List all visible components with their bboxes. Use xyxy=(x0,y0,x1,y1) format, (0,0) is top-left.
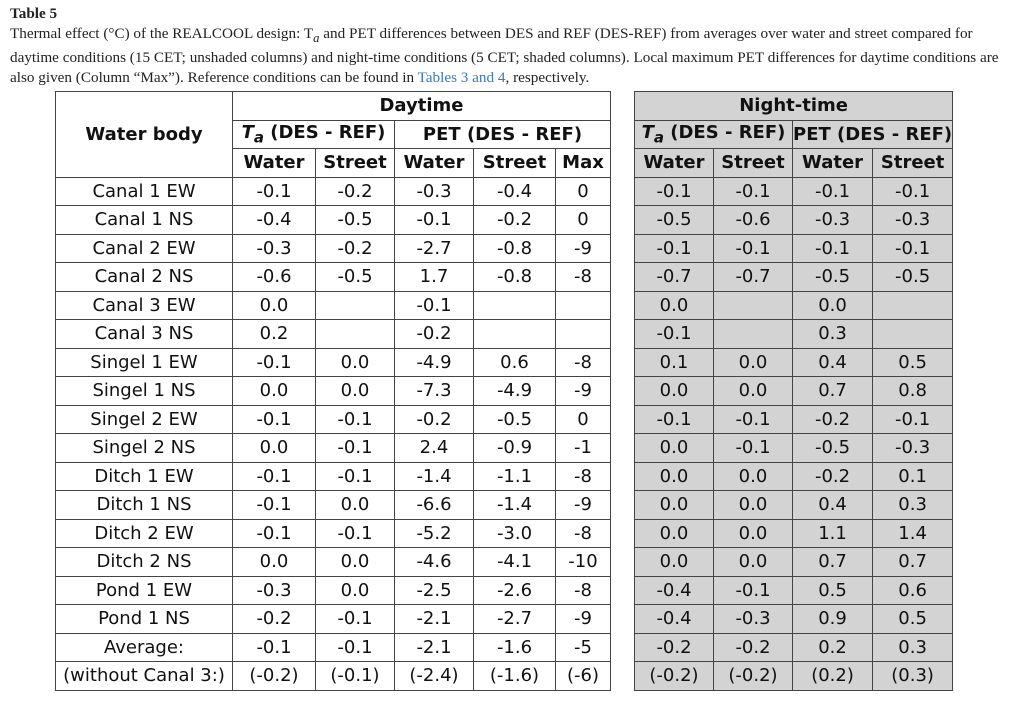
table-cell: -0.5 xyxy=(793,434,873,463)
table-cell: -0.1 xyxy=(316,405,395,434)
table-cell: 0.3 xyxy=(873,633,953,662)
table-cell: -2.7 xyxy=(474,605,556,634)
table-cell: -0.4 xyxy=(474,177,556,206)
table-cell: -0.1 xyxy=(233,348,316,377)
header-night-pet: PET (DES - REF) xyxy=(793,120,953,149)
table-cell: -0.5 xyxy=(873,263,953,292)
table-cell: -5.2 xyxy=(395,519,474,548)
table-cell: 0.4 xyxy=(793,348,873,377)
results-table-wrapper xyxy=(55,91,953,691)
table-cell: 0.4 xyxy=(793,491,873,520)
table-cell: 1.1 xyxy=(793,519,873,548)
table-cell: -1.6 xyxy=(474,633,556,662)
table-cell: 0.0 xyxy=(233,548,316,577)
column-gap xyxy=(611,662,635,691)
caption-text-end: , respectively. xyxy=(505,68,590,86)
table-cell: -0.7 xyxy=(635,263,714,292)
results-table xyxy=(55,91,953,691)
header-night-pet-water: Water xyxy=(793,149,873,178)
header-water-body: Water body xyxy=(56,92,233,178)
table-cell: -0.1 xyxy=(316,633,395,662)
table-cell: 0.3 xyxy=(793,320,873,349)
table-cell: -8 xyxy=(556,576,611,605)
table-cell: 0.6 xyxy=(873,576,953,605)
table-row xyxy=(56,263,953,292)
table-cell: -0.1 xyxy=(635,405,714,434)
row-label: Ditch 2 NS xyxy=(56,548,233,577)
row-label: Singel 2 NS xyxy=(56,434,233,463)
table-cell: 0.1 xyxy=(873,462,953,491)
header-day-pet: PET (DES - REF) xyxy=(395,120,611,149)
table-cell: -0.5 xyxy=(316,263,395,292)
table-cell: 0.0 xyxy=(635,491,714,520)
table-cell: 0.8 xyxy=(873,377,953,406)
table-row xyxy=(56,291,953,320)
table-cell: (-6) xyxy=(556,662,611,691)
table-cell: -0.2 xyxy=(316,177,395,206)
table-cell: 0 xyxy=(556,177,611,206)
average-label-no-canal3: (without Canal 3:) xyxy=(56,662,233,691)
table-average xyxy=(56,633,953,690)
row-label: Canal 1 NS xyxy=(56,206,233,235)
table-cell: -0.1 xyxy=(873,234,953,263)
row-label: Singel 1 NS xyxy=(56,377,233,406)
table-cell: -0.3 xyxy=(873,434,953,463)
header-nighttime: Night-time xyxy=(635,92,953,121)
table-cell: -0.3 xyxy=(233,234,316,263)
table-cell: 0.0 xyxy=(233,434,316,463)
row-label: Pond 1 EW xyxy=(56,576,233,605)
table-cell: -7.3 xyxy=(395,377,474,406)
table-cell: -0.1 xyxy=(635,320,714,349)
column-gap xyxy=(611,320,635,349)
table-cell: -2.1 xyxy=(395,633,474,662)
table-cell: (0.3) xyxy=(873,662,953,691)
row-label: Canal 3 EW xyxy=(56,291,233,320)
table-cell: -0.3 xyxy=(793,206,873,235)
table-cell: -0.1 xyxy=(395,291,474,320)
row-label: Canal 3 NS xyxy=(56,320,233,349)
table-cell xyxy=(556,320,611,349)
table-cell: 2.4 xyxy=(395,434,474,463)
caption-ta-sub: a xyxy=(313,30,320,45)
table-cell: -0.1 xyxy=(793,234,873,263)
caption-text-start: Thermal effect (°C) of the REALCOOL design: T xyxy=(10,24,314,42)
table-cell: 0.2 xyxy=(233,320,316,349)
table-cell: -0.1 xyxy=(793,177,873,206)
table-row xyxy=(56,462,953,491)
table-cell: 0.0 xyxy=(316,377,395,406)
table-cell: 0.5 xyxy=(873,348,953,377)
table-cell: -8 xyxy=(556,462,611,491)
header-night-ta-water: Water xyxy=(635,149,714,178)
table-cell: 0.0 xyxy=(316,348,395,377)
table-cell: -8 xyxy=(556,348,611,377)
row-label: Canal 2 EW xyxy=(56,234,233,263)
table-cell xyxy=(474,320,556,349)
table-cell: 0.0 xyxy=(635,291,714,320)
column-gap xyxy=(611,462,635,491)
table-cell: (-0.2) xyxy=(635,662,714,691)
table-row xyxy=(56,234,953,263)
table-cell: -0.8 xyxy=(474,263,556,292)
table-cell: 0 xyxy=(556,206,611,235)
column-gap xyxy=(611,491,635,520)
table-cell: -4.6 xyxy=(395,548,474,577)
table-cell: 0.7 xyxy=(793,377,873,406)
table-cell xyxy=(474,291,556,320)
table-cell: -5 xyxy=(556,633,611,662)
table-cell: (0.2) xyxy=(793,662,873,691)
table-cell: -0.5 xyxy=(793,263,873,292)
table-row xyxy=(56,177,953,206)
table-row xyxy=(56,491,953,520)
table-cell: -8 xyxy=(556,263,611,292)
table-cell: 0.0 xyxy=(233,291,316,320)
table-row xyxy=(56,548,953,577)
table-cell: 0.3 xyxy=(873,491,953,520)
table-cell: -0.1 xyxy=(714,434,793,463)
table-cell xyxy=(714,291,793,320)
table-cell: (-1.6) xyxy=(474,662,556,691)
table-cell: 0.7 xyxy=(793,548,873,577)
table-cell xyxy=(316,320,395,349)
header-day-ta: $T_a$ (DES - REF) xyxy=(233,120,395,149)
column-gap xyxy=(611,519,635,548)
header-daytime: Daytime xyxy=(233,92,611,121)
column-gap xyxy=(611,377,635,406)
table-cell: -0.1 xyxy=(233,462,316,491)
table-cell: -0.3 xyxy=(233,576,316,605)
row-label: Canal 2 NS xyxy=(56,263,233,292)
column-gap xyxy=(611,234,635,263)
table-cell: -0.6 xyxy=(714,206,793,235)
row-label: Pond 1 NS xyxy=(56,605,233,634)
table-cell xyxy=(556,291,611,320)
header-day-ta-street: Street xyxy=(316,149,395,178)
table-cell: -4.9 xyxy=(395,348,474,377)
column-gap xyxy=(611,177,635,206)
tables-link[interactable]: Tables 3 and 4 xyxy=(417,68,506,86)
table-cell: 0.5 xyxy=(873,605,953,634)
table-cell: -6.6 xyxy=(395,491,474,520)
table-cell: -9 xyxy=(556,605,611,634)
table-cell: (-0.2) xyxy=(714,662,793,691)
column-gap xyxy=(611,605,635,634)
header-day-max: Max xyxy=(556,149,611,178)
column-gap xyxy=(611,291,635,320)
table-cell: -0.2 xyxy=(793,405,873,434)
column-gap xyxy=(611,263,635,292)
row-label: Singel 1 EW xyxy=(56,348,233,377)
table-cell: -4.9 xyxy=(474,377,556,406)
table-row xyxy=(56,320,953,349)
column-gap xyxy=(611,405,635,434)
table-cell: -0.2 xyxy=(793,462,873,491)
table-cell: 0.0 xyxy=(233,377,316,406)
table-cell: -0.1 xyxy=(233,519,316,548)
table-cell: -0.6 xyxy=(233,263,316,292)
table-cell: -0.1 xyxy=(316,519,395,548)
table-cell: -8 xyxy=(556,519,611,548)
table-cell: 0.0 xyxy=(635,434,714,463)
table-cell: -0.3 xyxy=(873,206,953,235)
table-cell: -0.4 xyxy=(635,605,714,634)
column-gap xyxy=(611,434,635,463)
table-row xyxy=(56,405,953,434)
table-cell: -2.6 xyxy=(474,576,556,605)
table-row xyxy=(56,348,953,377)
column-gap xyxy=(611,92,635,178)
header-day-ta-water: Water xyxy=(233,149,316,178)
table-cell: -1.4 xyxy=(474,491,556,520)
table-cell: 0.7 xyxy=(873,548,953,577)
average-row xyxy=(56,633,953,662)
table-cell: -0.1 xyxy=(873,405,953,434)
table-cell: -0.2 xyxy=(233,605,316,634)
table-cell: -0.2 xyxy=(474,206,556,235)
table-cell: 0.5 xyxy=(793,576,873,605)
table-cell: -0.1 xyxy=(873,177,953,206)
average-label: Average: xyxy=(56,633,233,662)
table-cell: 0.0 xyxy=(714,491,793,520)
table-cell: -3.0 xyxy=(474,519,556,548)
table-cell: -0.7 xyxy=(714,263,793,292)
table-cell: -0.1 xyxy=(233,177,316,206)
table-cell: -9 xyxy=(556,377,611,406)
table-cell: -0.9 xyxy=(474,434,556,463)
table-cell: -4.1 xyxy=(474,548,556,577)
column-gap xyxy=(611,548,635,577)
header-night-ta: $T_a$ (DES - REF) xyxy=(635,120,793,149)
table-row xyxy=(56,605,953,634)
table-cell: 0.0 xyxy=(635,548,714,577)
table-cell: -0.8 xyxy=(474,234,556,263)
table-cell: 0.2 xyxy=(793,633,873,662)
table-cell: -0.1 xyxy=(635,234,714,263)
table-cell: -10 xyxy=(556,548,611,577)
table-cell: 0.0 xyxy=(714,348,793,377)
table-cell: -0.1 xyxy=(316,605,395,634)
header-day-pet-water: Water xyxy=(395,149,474,178)
table-cell: -0.1 xyxy=(316,434,395,463)
table-cell xyxy=(873,320,953,349)
table-cell: -2.7 xyxy=(395,234,474,263)
column-gap xyxy=(611,348,635,377)
table-cell: -9 xyxy=(556,491,611,520)
table-cell: (-2.4) xyxy=(395,662,474,691)
table-cell: 0.0 xyxy=(635,519,714,548)
table-cell: 0.0 xyxy=(635,377,714,406)
caption-text-mid: and PET differences between DES and REF (DES-REF) from averages over water and street compared for daytime conditions (15 CET; unshaded columns) and night-time conditions (5 CET; shaded columns). Local maximum PET differences for daytime conditions are also given (Column “Max”). Reference conditions can be found in xyxy=(10,24,999,86)
row-label: Ditch 1 EW xyxy=(56,462,233,491)
table-cell: 0 xyxy=(556,405,611,434)
table-cell: 1.4 xyxy=(873,519,953,548)
table-cell: -0.1 xyxy=(316,462,395,491)
table-cell: -0.1 xyxy=(233,491,316,520)
table-cell: 0.0 xyxy=(316,576,395,605)
table-cell: -0.2 xyxy=(395,320,474,349)
table-cell: -0.1 xyxy=(395,206,474,235)
row-label: Singel 2 EW xyxy=(56,405,233,434)
table-cell: -0.1 xyxy=(714,234,793,263)
table-cell: 0.1 xyxy=(635,348,714,377)
table-cell: -2.1 xyxy=(395,605,474,634)
table-cell: 0.0 xyxy=(714,519,793,548)
table-cell: 0.9 xyxy=(793,605,873,634)
column-gap xyxy=(611,206,635,235)
column-gap xyxy=(611,576,635,605)
table-cell: -0.4 xyxy=(635,576,714,605)
table-cell: 0.0 xyxy=(635,462,714,491)
table-cell: -0.1 xyxy=(714,177,793,206)
table-cell: -2.5 xyxy=(395,576,474,605)
table-cell: -0.4 xyxy=(233,206,316,235)
header-day-pet-street: Street xyxy=(474,149,556,178)
table-caption xyxy=(10,4,1014,87)
table-cell: 1.7 xyxy=(395,263,474,292)
table-row xyxy=(56,206,953,235)
table-cell: -0.3 xyxy=(395,177,474,206)
table-cell: -1 xyxy=(556,434,611,463)
table-cell: -0.1 xyxy=(635,177,714,206)
table-cell: -0.3 xyxy=(714,605,793,634)
table-cell: -0.1 xyxy=(233,405,316,434)
table-cell: -0.1 xyxy=(714,405,793,434)
table-cell: -0.2 xyxy=(316,234,395,263)
table-cell: -0.5 xyxy=(635,206,714,235)
row-label: Ditch 2 EW xyxy=(56,519,233,548)
table-cell: -0.2 xyxy=(635,633,714,662)
table-cell: -0.2 xyxy=(395,405,474,434)
table-cell: 0.0 xyxy=(714,548,793,577)
table-cell: 0.0 xyxy=(714,462,793,491)
table-cell: -0.1 xyxy=(233,633,316,662)
table-cell: -0.5 xyxy=(316,206,395,235)
table-cell: 0.0 xyxy=(714,377,793,406)
table-cell: -0.1 xyxy=(714,576,793,605)
table-row xyxy=(56,519,953,548)
column-gap xyxy=(611,633,635,662)
header-night-ta-street: Street xyxy=(714,149,793,178)
average-row-no-canal3 xyxy=(56,662,953,691)
table-cell: -1.4 xyxy=(395,462,474,491)
table-cell: 0.6 xyxy=(474,348,556,377)
table-cell: 0.0 xyxy=(793,291,873,320)
table-row xyxy=(56,576,953,605)
table-number: Table 5 xyxy=(10,5,58,22)
table-cell: -0.5 xyxy=(474,405,556,434)
table-cell: -1.1 xyxy=(474,462,556,491)
table-cell: -0.2 xyxy=(714,633,793,662)
table-row xyxy=(56,434,953,463)
table-body xyxy=(56,177,953,633)
table-cell: -9 xyxy=(556,234,611,263)
table-cell xyxy=(873,291,953,320)
row-label: Ditch 1 NS xyxy=(56,491,233,520)
table-cell: (-0.1) xyxy=(316,662,395,691)
row-label: Canal 1 EW xyxy=(56,177,233,206)
table-cell xyxy=(316,291,395,320)
table-cell: 0.0 xyxy=(316,548,395,577)
table-row xyxy=(56,377,953,406)
table-cell: 0.0 xyxy=(316,491,395,520)
header-night-pet-street: Street xyxy=(873,149,953,178)
table-cell: (-0.2) xyxy=(233,662,316,691)
table-cell xyxy=(714,320,793,349)
